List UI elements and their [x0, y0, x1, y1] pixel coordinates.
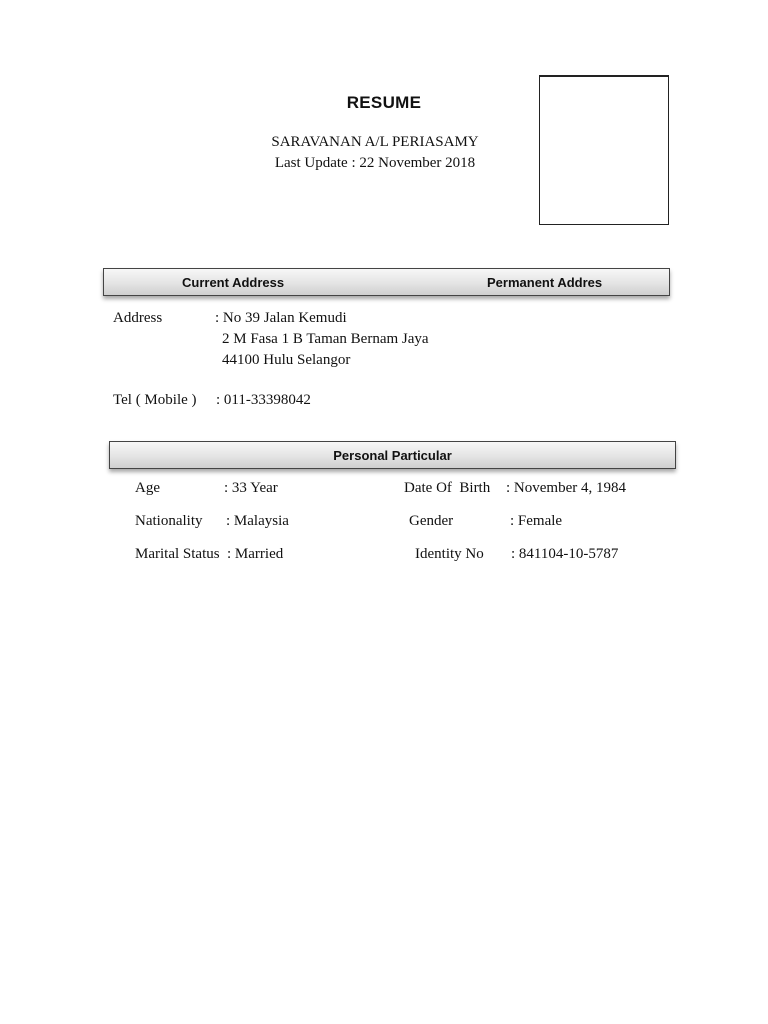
nationality-value: : Malaysia: [226, 513, 289, 529]
permanent-address-label: Permanent Addres: [487, 275, 603, 290]
address-header-bar: [103, 268, 670, 296]
gender-label: Gender: [409, 513, 454, 529]
current-address-label: Current Address: [182, 275, 285, 290]
address-label: Address: [113, 310, 163, 326]
age-value: : 33 Year: [224, 480, 278, 496]
tel-value: : 011-33398042: [216, 392, 311, 408]
identity-value: : 841104-10-5787: [511, 546, 619, 562]
marital-value: : Married: [227, 546, 284, 562]
applicant-name: SARAVANAN A/L PERIASAMY: [271, 134, 479, 150]
dob-label: Date Of Birth: [404, 480, 491, 496]
nationality-label: Nationality: [135, 513, 203, 529]
personal-header-bar: [109, 441, 676, 469]
personal-particular-heading: Personal Particular: [333, 448, 452, 463]
tel-label: Tel ( Mobile ): [113, 392, 197, 408]
identity-label: Identity No: [415, 546, 484, 562]
gender-value: : Female: [510, 513, 563, 529]
marital-label: Marital Status: [135, 546, 220, 562]
dob-value: : November 4, 1984: [506, 480, 626, 496]
address-line-1: : No 39 Jalan Kemudi: [215, 310, 347, 326]
photo-box: [539, 75, 669, 225]
address-line-3: 44100 Hulu Selangor: [222, 352, 351, 368]
last-update: Last Update : 22 November 2018: [274, 155, 476, 171]
age-label: Age: [135, 480, 160, 496]
resume-title: RESUME: [346, 93, 422, 112]
address-line-2: 2 M Fasa 1 B Taman Bernam Jaya: [222, 331, 429, 347]
